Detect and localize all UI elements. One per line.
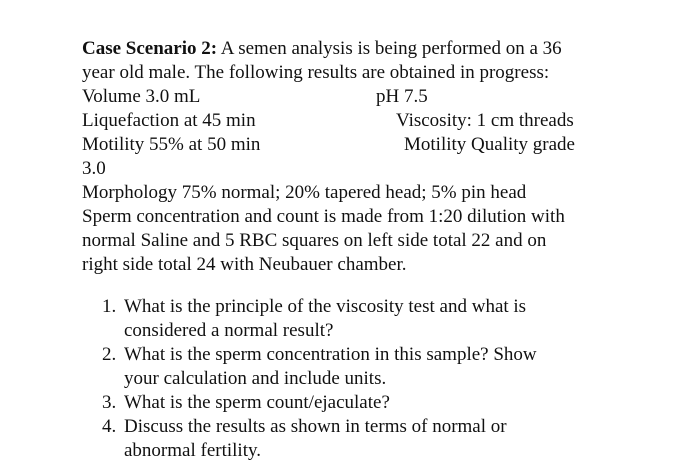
morphology-result: Morphology 75% normal; 20% tapered head; 5% pin head — [82, 182, 527, 203]
intro-text-1: A semen analysis is being performed on a 36 — [217, 38, 562, 59]
motility-row — [82, 133, 642, 157]
concentration-line-1: Sperm concentration and count is made from 1:20 dilution with — [82, 206, 565, 227]
question-text: Discuss the results as shown in terms of normal or — [124, 416, 507, 437]
volume-result: Volume 3.0 mL — [82, 86, 201, 107]
liquefaction-result: Liquefaction at 45 min — [82, 110, 256, 131]
question-text: What is the sperm concentration in this sample? Show — [124, 344, 537, 365]
question-number: 3. — [102, 392, 117, 413]
motility-quality-label: Motility Quality grade — [404, 134, 575, 155]
question-list — [102, 295, 622, 463]
question-item — [102, 415, 622, 463]
question-item — [102, 343, 622, 391]
question-number: 2. — [102, 344, 117, 365]
question-item — [102, 391, 622, 415]
concentration-line-2: normal Saline and 5 RBC squares on left side total 22 and on — [82, 230, 547, 251]
question-number: 4. — [102, 416, 117, 437]
question-text: What is the principle of the viscosity test and what is — [124, 296, 527, 317]
scenario-title: Case Scenario 2: — [82, 38, 218, 59]
question-number: 1. — [102, 296, 117, 317]
intro-line-2: year old male. The following results are obtained in progress: — [82, 62, 550, 83]
question-text-continued: your calculation and include units. — [124, 368, 387, 389]
viscosity-result: Viscosity: 1 cm threads — [396, 110, 574, 131]
question-text: What is the sperm count/ejaculate? — [124, 392, 390, 413]
ph-result: pH 7.5 — [376, 86, 428, 107]
motility-result: Motility 55% at 50 min — [82, 134, 261, 155]
intro-line-1 — [82, 37, 642, 61]
question-item — [102, 295, 622, 343]
concentration-line-3: right side total 24 with Neubauer chamber. — [82, 254, 407, 275]
question-text-continued: considered a normal result? — [124, 320, 334, 341]
volume-ph-row — [82, 85, 642, 109]
case-scenario — [82, 37, 642, 277]
question-text-continued: abnormal fertility. — [124, 440, 261, 461]
liquefaction-viscosity-row — [82, 109, 642, 133]
motility-quality-value: 3.0 — [82, 158, 106, 179]
